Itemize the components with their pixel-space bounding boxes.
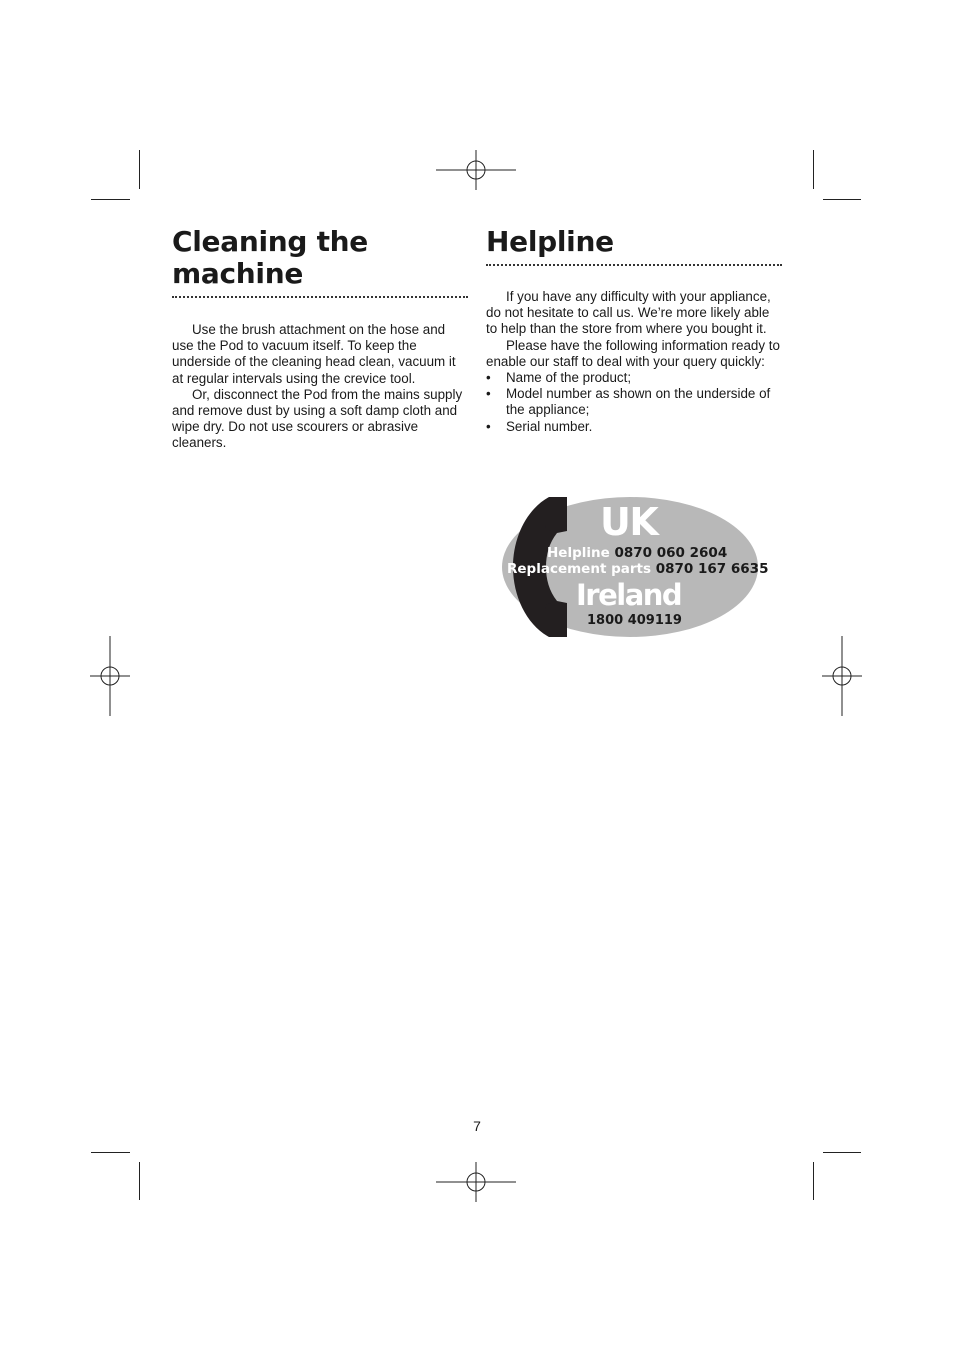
helpline-line — [547, 545, 727, 561]
cleaning-heading-line2: machine — [172, 257, 304, 290]
crop-mark — [91, 1152, 130, 1153]
ireland-number: 1800 409119 — [587, 613, 682, 628]
page-number: 7 — [473, 1118, 481, 1134]
crop-mark — [813, 150, 814, 189]
info-list — [486, 370, 782, 435]
parts-label: Replacement parts — [507, 561, 652, 577]
crop-mark — [139, 1162, 140, 1200]
registration-mark-icon — [90, 636, 130, 716]
registration-mark-icon — [436, 150, 516, 190]
helpline-badge — [497, 495, 769, 640]
uk-label: UK — [600, 500, 658, 544]
crop-mark — [813, 1162, 814, 1200]
bullet-icon: • — [486, 370, 491, 386]
cleaning-paragraph-2: Or, disconnect the Pod from the mains supply and remove dust by using a soft damp cloth and wipe dry. Do not use scourers or abrasive cleaners. — [172, 386, 463, 451]
list-item: • Model number as shown on the underside of the appliance; — [486, 386, 771, 418]
crop-mark — [91, 199, 130, 200]
registration-mark-icon — [822, 636, 862, 716]
helpline-label: Helpline — [547, 545, 610, 561]
helpline-section — [486, 226, 782, 435]
helpline-heading: Helpline — [486, 225, 614, 258]
list-item: • Name of the product; — [486, 370, 632, 386]
parts-number: 0870 167 6635 — [655, 561, 769, 577]
helpline-paragraph-1: If you have any difficulty with your appliance, do not hesitate to call us. We’re more likely able to help than the store from where you bought it. — [486, 289, 771, 337]
bullet-icon: • — [486, 418, 491, 434]
parts-line — [507, 561, 768, 577]
ireland-label: Ireland — [576, 578, 682, 612]
crop-mark — [823, 199, 861, 200]
cleaning-paragraph-1: Use the brush attachment on the hose and use the Pod to vacuum itself. To keep the underside of the cleaning head clean, vacuum it at regular intervals using the crevice tool. — [172, 322, 456, 386]
cleaning-section — [172, 226, 468, 452]
crop-mark — [823, 1152, 861, 1153]
registration-mark-icon — [436, 1162, 516, 1202]
list-item: • Serial number. — [486, 418, 593, 434]
helpline-number: 0870 060 2604 — [614, 545, 728, 561]
cleaning-heading-line1: Cleaning the — [172, 225, 368, 258]
cleaning-heading — [172, 226, 468, 290]
bullet-icon: • — [486, 386, 491, 402]
crop-mark — [139, 150, 140, 189]
helpline-paragraph-2: Please have the following information ready to enable our staff to deal with your query quickly: — [486, 337, 780, 369]
